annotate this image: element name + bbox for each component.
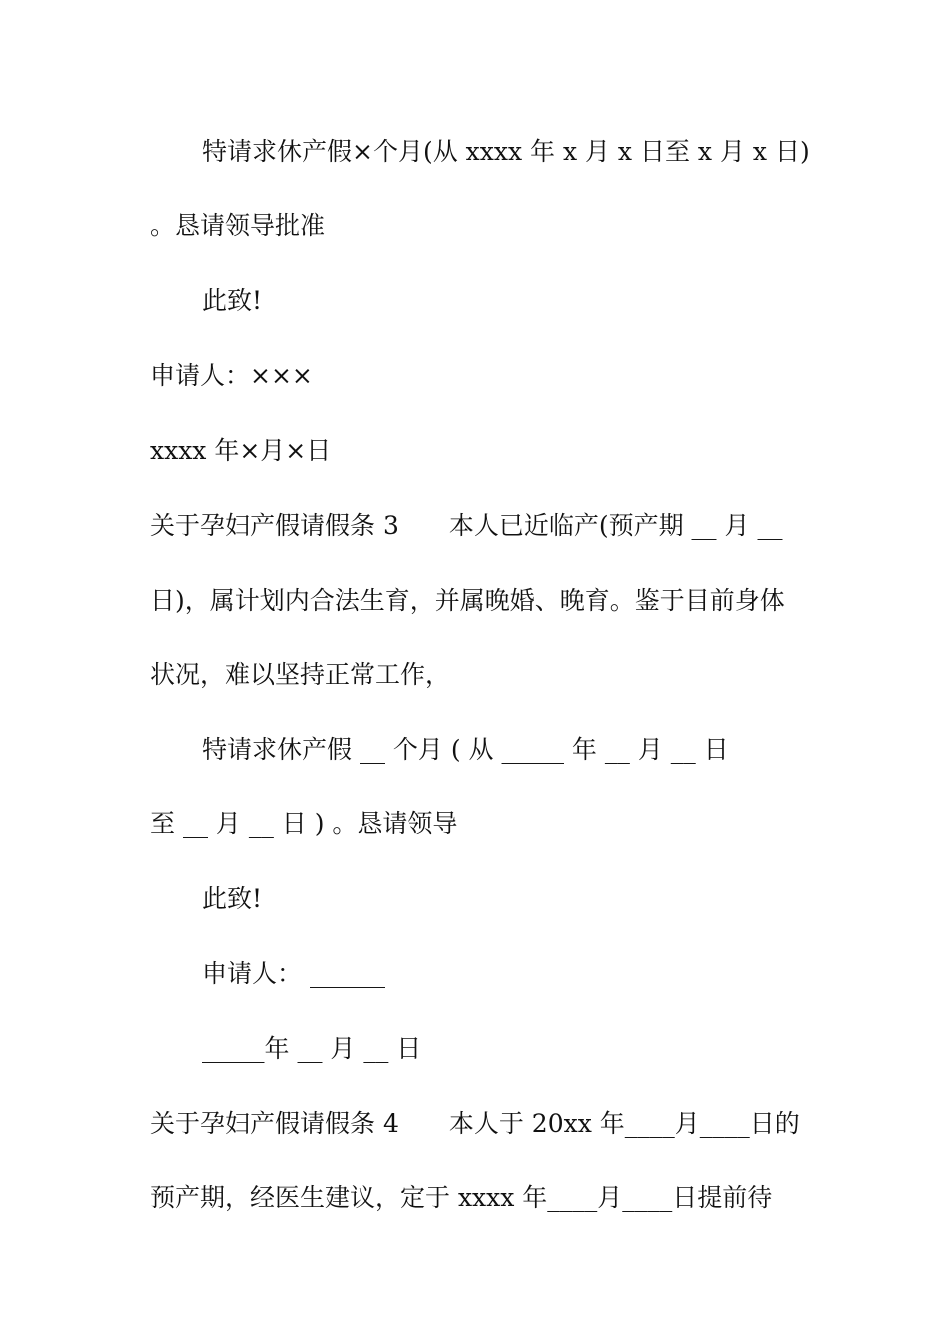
date-line-2: _____年 __ 月 __ 日	[202, 1034, 422, 1063]
closing-salutation-2: 此致!	[202, 884, 263, 913]
applicant-line-2: 申请人： ______	[202, 959, 385, 988]
paragraph-line-9: 特请求休产假 __ 个月 ( 从 _____ 年 __ 月 __ 日	[202, 735, 729, 764]
paragraph-line-15: 预产期，经医生建议，定于 xxxx 年____月____日提前待	[150, 1183, 773, 1212]
paragraph-line-7: 日)，属计划内合法生育，并属晚婚、晚育。鉴于目前身体	[150, 586, 785, 615]
closing-salutation: 此致!	[202, 286, 263, 315]
section-3-heading-line: 关于孕妇产假请假条 3 本人已近临产(预产期 __ 月 __	[150, 511, 783, 540]
date-line: xxxx 年×月×日	[150, 436, 332, 465]
paragraph-line-2: 。恳请领导批准	[150, 211, 326, 240]
paragraph-line-10: 至 __ 月 __ 日 ) 。恳请领导	[150, 809, 458, 838]
applicant-line: 申请人：×××	[150, 361, 313, 390]
paragraph-line-1: 特请求休产假×个月(从 xxxx 年 x 月 x 日至 x 月 x 日)	[202, 137, 810, 166]
paragraph-line-8: 状况，难以坚持正常工作，	[150, 660, 451, 689]
section-4-heading-line: 关于孕妇产假请假条 4 本人于 20xx 年____月____日的	[150, 1109, 800, 1138]
